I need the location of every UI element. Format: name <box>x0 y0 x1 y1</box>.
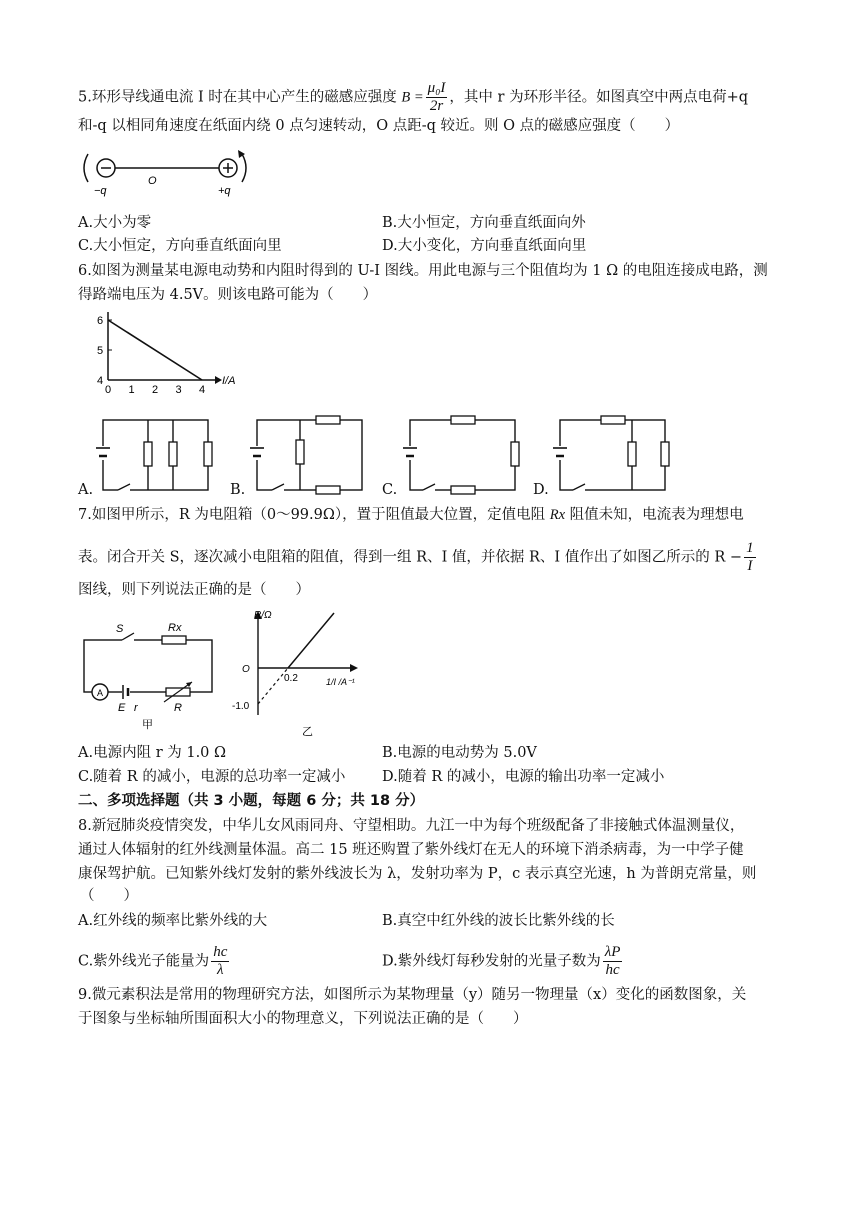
x-axis-arrow-icon <box>215 376 222 384</box>
q7-line2 <box>78 540 758 575</box>
x-axis-arrow-icon <box>350 664 358 672</box>
q5-formula-fraction <box>426 80 448 115</box>
q7-figure-graph <box>222 605 362 740</box>
circuit-a[interactable] <box>78 412 218 498</box>
q5-line2: 和-q 以相同角速度在纸面内绕 0 点匀速转动，O 点距-q 较近。则 O 点的磁感应强度（ ） <box>78 118 680 134</box>
q8-line2: 通过人体辐射的红外线测量体温。高二 15 班还购置了紫外线灯在无人的环境下消杀病毒，为一中学子健 <box>78 842 744 858</box>
x-axis-label: 1/I /A⁻¹ <box>326 677 355 687</box>
q5-option-a[interactable]: A.大小为零 <box>78 215 152 231</box>
q7-frac-den: I <box>747 558 753 574</box>
q7-rx: Rx <box>549 507 566 523</box>
resistor-icon <box>296 440 304 464</box>
q7-option-c[interactable]: C.随着 R 的减小，电源的总功率一定减小 <box>78 769 346 785</box>
q9-line2: 于图象与坐标轴所围面积大小的物理意义，下列说法正确的是（ ） <box>78 1011 528 1027</box>
section-heading: 二、多项选择题（共 3 小题，每题 6 分；共 18 分） <box>78 793 425 809</box>
label-minus-q: −q <box>94 185 107 197</box>
frac-den: hc <box>605 962 620 978</box>
resistor-icon <box>601 416 625 424</box>
q8-option-c-text: C.紫外线光子能量为 <box>78 953 210 970</box>
series-line <box>108 320 202 380</box>
q8-line1: 8.新冠肺炎疫情突发，中华儿女风雨同舟、守望相助。九江一中为每个班级配备了非接触式体温测量仪， <box>78 818 745 834</box>
q5-formula-num: μ₀I <box>427 80 446 96</box>
circuit-c-label: C. <box>382 482 398 498</box>
x-axis-label: I/A <box>222 375 236 387</box>
label-e: E <box>118 702 126 714</box>
q7-option-a[interactable]: A.电源内阻 r 为 1.0 Ω <box>78 745 227 761</box>
q8-option-d[interactable] <box>382 944 624 979</box>
label-center-o: O <box>148 175 157 187</box>
q6-line2: 得路端电压为 4.5V。则该电路可能为（ ） <box>78 287 378 303</box>
q7-fraction <box>744 540 756 575</box>
label-rx: Rx <box>168 622 182 634</box>
x-tick-label: 0.2 <box>284 673 298 684</box>
x-tick-label: 0 <box>105 384 112 396</box>
q7-line3: 图线，则下列说法正确的是（ ） <box>78 582 310 598</box>
q7-option-b[interactable]: B.电源的电动势为 5.0V <box>382 745 537 761</box>
q7-figure-circuit <box>78 618 218 730</box>
q7-text-a: 7.如图甲所示，R 为电阻箱（0～99.9Ω），置于阻值最大位置，定值电阻 <box>78 507 550 523</box>
q6-line1: 6.如图为测量某电源电动势和内阻时得到的 U-I 图线。用此电源与三个阻值均为 1 Ω 的电阻连接成电路，测 <box>78 263 768 279</box>
x-tick-label: 3 <box>175 384 182 396</box>
solid-line <box>288 613 334 668</box>
frac-den: λ <box>217 962 224 978</box>
x-tick-label: 4 <box>199 384 206 396</box>
frac-num: hc <box>213 944 228 960</box>
q5-line1 <box>78 80 748 115</box>
label-r: R <box>174 702 182 714</box>
circuit-c[interactable] <box>385 412 525 498</box>
q7-option-d[interactable]: D.随着 R 的减小，电源的输出功率一定减小 <box>382 769 665 785</box>
q7-text-b: 阻值未知，电流表为理想电 <box>565 507 744 523</box>
label-plus-q: +q <box>218 185 231 197</box>
q8-option-b[interactable]: B.真空中红外线的波长比紫外线的长 <box>382 913 615 929</box>
q5-text-a: 5.环形导线通电流 I 时在其中心产生的磁感应强度 <box>78 89 402 106</box>
x-tick-label: 2 <box>152 384 159 396</box>
q5-option-b[interactable]: B.大小恒定，方向垂直纸面向外 <box>382 215 586 231</box>
q8-option-d-text: D.紫外线灯每秒发射的光量子数为 <box>382 953 601 970</box>
label-s: S <box>116 623 124 635</box>
origin-label: O <box>242 664 250 675</box>
q5-formula-lhs: B = <box>401 89 424 106</box>
caption-yi: 乙 <box>302 726 313 738</box>
circuit-b-label: B. <box>230 482 246 498</box>
y-tick-label: 6 <box>97 315 104 327</box>
label-a: A <box>97 688 104 698</box>
resistor-icon <box>451 416 475 424</box>
y-tick-label: 5 <box>97 345 104 357</box>
q8-line3: 康保驾护航。已知紫外线灯发射的紫外线波长为 λ，发射功率为 P，c 表示真空光速，h 为普朗克常量，则 <box>78 866 757 882</box>
circuit-a-label: A. <box>78 482 94 498</box>
q5-text-b: ，其中 r 为环形半径。如图真空中两点电荷+q <box>449 89 749 106</box>
circuit-b[interactable] <box>232 412 372 498</box>
q7-frac-num: 1 <box>746 540 754 556</box>
resistor-icon <box>451 486 475 494</box>
resistor-rx-icon <box>162 636 186 644</box>
q5-option-d[interactable]: D.大小变化，方向垂直纸面向里 <box>382 238 587 254</box>
q8-option-d-fraction <box>603 944 623 979</box>
resistor-icon <box>316 416 340 424</box>
circuit-d-label: D. <box>533 482 549 498</box>
rotation-arc-right <box>242 154 246 182</box>
q8-option-c[interactable] <box>78 944 231 979</box>
q5-formula-den: 2r <box>429 98 444 114</box>
resistor-icon <box>316 486 340 494</box>
resistor-icon <box>661 442 669 466</box>
caption-jia: 甲 <box>142 719 153 731</box>
resistor-icon <box>511 442 519 466</box>
rotation-arc-left <box>84 154 88 182</box>
resistor-icon <box>169 442 177 466</box>
q8-line4: （ ） <box>80 888 138 904</box>
circuit-d[interactable] <box>535 412 675 498</box>
label-r-small: r <box>134 702 138 714</box>
y-tick-label: -1.0 <box>232 701 250 712</box>
y-axis-label: R/Ω <box>254 610 272 621</box>
q7-text-c: 表。闭合开关 S，逐次减小电阻箱的阻值，得到一组 R、I 值，并依据 R、I 值作出了如图乙所示的 R − <box>78 549 743 566</box>
y-tick-label: 4 <box>97 375 104 387</box>
q8-option-a[interactable]: A.红外线的频率比紫外线的大 <box>78 913 268 929</box>
x-tick-label: 1 <box>128 384 135 396</box>
q8-option-c-fraction <box>211 944 229 979</box>
q9-line1: 9.微元素积法是常用的物理研究方法，如图所示为某物理量（y）随另一物理量（x）变化的函数图象，关 <box>78 987 747 1003</box>
q6-ui-graph <box>90 308 240 403</box>
q7-line1 <box>78 505 744 525</box>
resistor-icon <box>204 442 212 466</box>
resistor-icon <box>628 442 636 466</box>
q5-option-c[interactable]: C.大小恒定，方向垂直纸面向里 <box>78 238 282 254</box>
resistor-icon <box>144 442 152 466</box>
frac-num: λP <box>604 944 621 960</box>
q5-figure <box>78 148 258 200</box>
